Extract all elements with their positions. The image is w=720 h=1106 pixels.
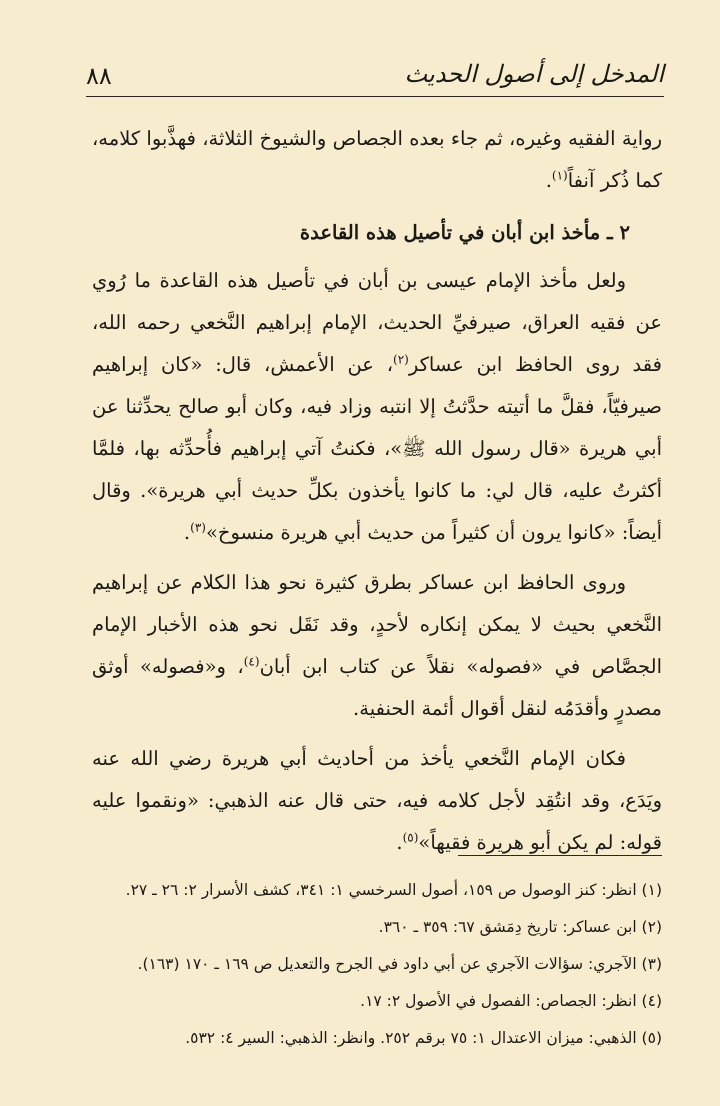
footnote-5: (٥) الذهبي: ميزان الاعتدال ١: ٧٥ برقم ٢٥٢. وانظر: الذهبي: السير ٤: ٥٣٢. <box>185 1029 662 1047</box>
paragraph-1-line-1: رواية الفقيه وغيره، ثم جاء بعده الجصاص والشيوخ الثلاثة، فهذَّبوا كلامه، كما <box>92 127 662 192</box>
running-head: المدخل إلى أصول الحديث <box>404 60 664 88</box>
paragraph-2-text-a: ولعل مأخذ الإمام عيسى بن أبان في تأصيل هذه القاعدة ما رُوي عن فقيه العراق، صيرفيِّ الحديث، الإمام إبراهيم النَّخعي رحمه الله، فقد روى الحافظ ابن عساكر <box>92 269 662 376</box>
page-number: ٨٨ <box>86 62 112 90</box>
footnote-4: (٤) انظر: الجصاص: الفصول في الأصول ٢: ١٧. <box>360 992 662 1010</box>
footnote-ref-1: (١) <box>551 168 568 183</box>
paragraph-4-text: فكان الإمام النَّخعي يأخذ من أحاديث أبي هريرة رضي الله عنه ويَدَع، وقد انتُقِد لأجل كلامه فيه، حتى قال عنه الذهبي: «ونقموا عليه قوله: لم يكن أبو هريرة فقيهاً» <box>92 747 662 854</box>
footnotes <box>92 872 662 1057</box>
main-text <box>92 118 662 864</box>
page-header <box>86 46 664 97</box>
footnote-ref-2: (٢) <box>393 352 409 367</box>
paragraph-2 <box>92 260 662 554</box>
footnote-divider <box>458 855 662 856</box>
footnote-1: (١) انظر: كنز الوصول ص ١٥٩، أصول السرخسي ١: ٣٤١، كشف الأسرار ٢: ٢٦ ـ ٢٧. <box>125 881 662 899</box>
paragraph-4 <box>92 738 662 864</box>
section-heading: ٢ ـ مأخذ ابن أبان في تأصيل هذه القاعدة <box>299 221 630 244</box>
paragraph-2-text-b: ، عن الأعمش، قال: «كان إبراهيم صيرفيّاً، فقلَّ ما أتيته حدَّثتُ إلا انتبه وزاد فيه، وكان أبو صالح يحدِّثنا عن أبي هريرة «قال رسول الله ﷺ»، فكنتُ آتي إبراهيم فأُحدِّثه بها، فلمَّا أكثرتُ عليه، قال لي: ما كانوا يأخذون بكلِّ حديث أبي هريرة». وقال أيضاً: «كانوا يرون أن كثيراً من حديث أبي هريرة منسوخ» <box>92 353 662 544</box>
footnote-2: (٢) ابن عساكر: تاريخ دِمَشق ٦٧: ٣٥٩ ـ ٣٦٠. <box>378 918 662 936</box>
paragraph-3-text-a: وروى الحافظ ابن عساكر بطرق كثيرة نحو هذا الكلام عن إبراهيم النَّخعي بحيث لا يمكن إنكاره لأحدٍ، وقد نَقَل نحو هذه الأخبار الإمام الجصَّاص في «فصوله» نقلاً عن كتاب ابن أبان <box>92 571 662 678</box>
paragraph-1 <box>92 118 662 202</box>
paragraph-4-end: . <box>396 831 403 854</box>
footnote-ref-4: (٤) <box>243 654 260 669</box>
paragraph-1-line-2: ذُكر آنفاً <box>567 169 630 192</box>
footnote-3: (٣) الآجري: سؤالات الآجري عن أبي داود في الجرح والتعديل ص ١٦٩ ـ ١٧٠ (١٦٣). <box>137 955 662 973</box>
paragraph-1-end: . <box>545 169 552 192</box>
paragraph-3 <box>92 562 662 730</box>
footnote-ref-3: (٣) <box>190 520 206 535</box>
paragraph-2-end: . <box>183 521 191 544</box>
paragraph-3-text-b: ، و«فصوله» أوثق مصدرٍ وأقدَمُه لنقل أقوال أئمة الحنفية. <box>92 655 662 720</box>
footnote-ref-5: (٥) <box>402 830 419 845</box>
